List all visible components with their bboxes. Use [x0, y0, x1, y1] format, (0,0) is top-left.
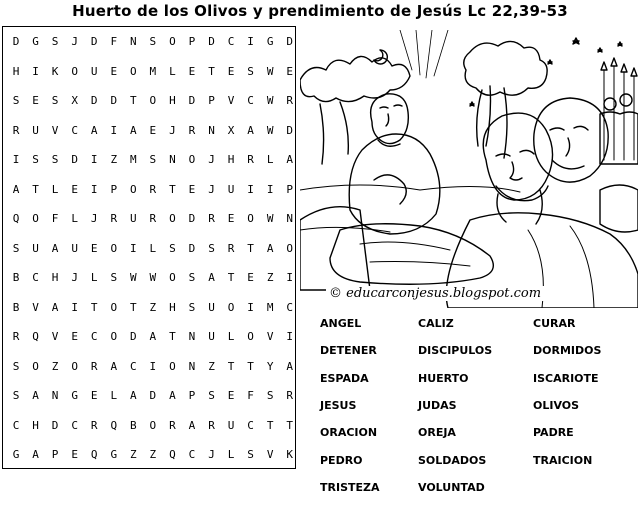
- grid-letter: A: [247, 123, 254, 137]
- grid-letter: C: [247, 418, 254, 432]
- grid-letter: Q: [110, 418, 118, 432]
- grid-letter: D: [90, 94, 98, 107]
- grid-letter: G: [110, 448, 118, 461]
- grid-letter: N: [286, 212, 293, 225]
- grid-letter: H: [227, 153, 235, 166]
- grid-row: [3, 381, 295, 411]
- grid-letter: L: [227, 330, 235, 343]
- grid-letter: T: [129, 94, 137, 107]
- grid-letter: O: [129, 64, 137, 78]
- grid-letter: N: [129, 35, 137, 48]
- word-list-item: JUDAS: [418, 398, 457, 412]
- grid-letter: G: [12, 448, 20, 461]
- grid-letter: O: [149, 418, 157, 432]
- grid-letter: E: [71, 182, 78, 196]
- grid-letter: E: [71, 448, 78, 461]
- word-list-item: OREJA: [418, 426, 456, 440]
- grid-letter: W: [266, 212, 274, 225]
- grid-letter: V: [51, 123, 59, 137]
- grid-letter: C: [71, 123, 78, 137]
- word-list-item: DORMIDOS: [533, 344, 602, 358]
- grid-letter: P: [188, 35, 196, 48]
- word-list-item: JESUS: [320, 398, 357, 412]
- grid-row: [3, 27, 295, 57]
- grid-letter: B: [12, 300, 20, 314]
- grid-letter: S: [51, 35, 59, 48]
- grid-letter: G: [266, 35, 274, 48]
- grid-letter: N: [51, 389, 59, 402]
- grid-letter: P: [188, 389, 196, 402]
- grid-letter: S: [208, 389, 215, 402]
- grid-letter: O: [71, 64, 78, 78]
- grid-letter: D: [286, 35, 293, 48]
- grid-letter: D: [188, 212, 196, 225]
- grid-row: [3, 86, 295, 116]
- grid-letter: A: [266, 241, 274, 255]
- word-list-item: ORACION: [320, 426, 378, 440]
- grid-letter: R: [227, 241, 235, 255]
- grid-letter: O: [188, 153, 196, 166]
- word-list-item: TRAICION: [533, 453, 593, 467]
- word-list-item: CALIZ: [418, 317, 454, 330]
- grid-letter: V: [266, 448, 274, 461]
- grid-letter: S: [247, 64, 254, 78]
- grid-letter: F: [110, 35, 118, 48]
- grid-letter: D: [71, 153, 78, 166]
- copyright-credit: © educarconjesus.blogspot.com: [326, 286, 544, 301]
- grid-letter: E: [227, 64, 235, 78]
- grid-letter: L: [227, 448, 235, 461]
- grid-letter: O: [71, 359, 78, 373]
- grid-letter: I: [129, 241, 137, 255]
- grid-letter: T: [247, 359, 254, 373]
- grid-letter: A: [169, 389, 176, 402]
- grid-row: [3, 322, 295, 352]
- grid-letter: T: [247, 241, 254, 255]
- grid-letter: D: [188, 94, 196, 107]
- grid-row: [3, 263, 295, 293]
- grid-letter: T: [129, 300, 137, 314]
- grid-letter: O: [247, 330, 254, 343]
- grid-letter: A: [12, 182, 20, 196]
- grid-letter: C: [188, 448, 196, 461]
- grid-letter: O: [227, 300, 235, 314]
- grid-letter: U: [71, 241, 78, 255]
- grid-letter: D: [188, 241, 196, 255]
- grid-letter: A: [90, 123, 98, 137]
- grid-letter: T: [227, 359, 235, 373]
- grid-letter: S: [32, 153, 39, 166]
- grid-letter: O: [149, 94, 157, 107]
- grid-letter: S: [12, 359, 20, 373]
- grid-letter: E: [32, 94, 39, 107]
- grid-letter: W: [149, 271, 157, 284]
- grid-letter: A: [208, 271, 215, 284]
- grid-letter: C: [227, 35, 235, 48]
- grid-letter: U: [90, 64, 98, 78]
- gethsemane-illustration: [300, 30, 638, 308]
- grid-letter: S: [188, 271, 196, 284]
- word-list-item: ANGEL: [320, 317, 362, 330]
- grid-letter: S: [12, 389, 20, 402]
- grid-letter: O: [286, 241, 293, 255]
- grid-letter: O: [110, 330, 118, 343]
- grid-letter: Z: [149, 300, 157, 314]
- grid-letter: J: [71, 271, 78, 284]
- word-list-item: PADRE: [533, 426, 574, 440]
- grid-letter: C: [247, 94, 254, 107]
- grid-letter: P: [51, 448, 59, 461]
- grid-letter: G: [32, 35, 39, 48]
- grid-letter: L: [71, 212, 78, 225]
- grid-letter: T: [227, 271, 235, 284]
- grid-letter: R: [286, 389, 293, 402]
- grid-letter: R: [90, 418, 98, 432]
- grid-letter: E: [110, 64, 118, 78]
- grid-letter: S: [51, 94, 59, 107]
- grid-letter: S: [51, 153, 59, 166]
- grid-letter: T: [266, 418, 274, 432]
- grid-letter: U: [129, 212, 137, 225]
- grid-letter: J: [208, 182, 215, 196]
- grid-letter: A: [149, 330, 157, 343]
- grid-letter: X: [227, 123, 235, 137]
- grid-letter: S: [188, 300, 196, 314]
- grid-letter: T: [286, 418, 293, 432]
- grid-letter: Q: [32, 330, 39, 343]
- grid-letter: W: [266, 123, 274, 137]
- grid-letter: F: [51, 212, 59, 225]
- grid-letter: H: [169, 94, 176, 107]
- grid-letter: V: [266, 330, 274, 343]
- grid-letter: S: [247, 448, 254, 461]
- grid-letter: I: [110, 123, 118, 137]
- grid-letter: D: [110, 94, 118, 107]
- grid-letter: D: [286, 123, 293, 137]
- grid-letter: I: [71, 300, 78, 314]
- grid-letter: L: [266, 153, 274, 166]
- grid-letter: E: [188, 64, 196, 78]
- grid-letter: A: [286, 359, 293, 373]
- grid-letter: O: [169, 359, 176, 373]
- grid-letter: M: [266, 300, 274, 314]
- grid-letter: R: [12, 330, 20, 343]
- grid-letter: R: [110, 212, 118, 225]
- grid-letter: T: [90, 300, 98, 314]
- grid-letter: R: [208, 212, 215, 225]
- grid-letter: I: [90, 182, 98, 196]
- grid-letter: U: [208, 330, 215, 343]
- grid-letter: S: [149, 153, 157, 166]
- grid-row: [3, 57, 295, 87]
- grid-letter: A: [51, 300, 59, 314]
- grid-row: [3, 234, 295, 264]
- grid-letter: R: [169, 418, 176, 432]
- grid-letter: Q: [169, 448, 176, 461]
- grid-letter: D: [208, 35, 215, 48]
- word-list-item: VOLUNTAD: [418, 480, 485, 494]
- grid-letter: C: [90, 330, 98, 343]
- grid-letter: E: [149, 123, 157, 137]
- grid-letter: S: [110, 271, 118, 284]
- grid-letter: L: [149, 241, 157, 255]
- grid-letter: S: [149, 35, 157, 48]
- grid-row: [3, 293, 295, 323]
- grid-letter: N: [188, 330, 196, 343]
- grid-letter: R: [90, 359, 98, 373]
- word-list-item: ISCARIOTE: [533, 371, 599, 385]
- grid-letter: C: [286, 300, 293, 314]
- grid-letter: A: [286, 153, 293, 166]
- grid-letter: O: [129, 182, 137, 196]
- word-list-item: DISCIPULOS: [418, 344, 493, 358]
- grid-letter: O: [32, 212, 39, 225]
- grid-letter: G: [71, 389, 78, 402]
- grid-letter: I: [266, 182, 274, 196]
- grid-letter: R: [12, 123, 20, 137]
- grid-row: [3, 116, 295, 146]
- grid-letter: P: [110, 182, 118, 196]
- grid-letter: Z: [51, 359, 59, 373]
- grid-letter: B: [12, 271, 20, 284]
- grid-letter: E: [227, 212, 235, 225]
- grid-letter: P: [208, 94, 215, 107]
- grid-letter: T: [32, 182, 39, 196]
- grid-letter: I: [149, 359, 157, 373]
- grid-letter: O: [247, 212, 254, 225]
- grid-letter: O: [169, 35, 176, 48]
- grid-row: [3, 352, 295, 382]
- grid-letter: H: [32, 418, 39, 432]
- grid-letter: J: [208, 153, 215, 166]
- grid-row: [3, 440, 295, 470]
- grid-letter: W: [266, 64, 274, 78]
- grid-letter: E: [247, 271, 254, 284]
- grid-letter: K: [286, 448, 293, 461]
- grid-letter: I: [247, 182, 254, 196]
- grid-letter: U: [32, 241, 39, 255]
- grid-letter: N: [188, 359, 196, 373]
- grid-letter: F: [247, 389, 254, 402]
- grid-letter: V: [227, 94, 235, 107]
- grid-letter: D: [129, 330, 137, 343]
- word-list-item: TRISTEZA: [320, 480, 380, 494]
- grid-letter: C: [12, 418, 20, 432]
- grid-row: [3, 411, 295, 441]
- word-list-item: ESPADA: [320, 371, 369, 385]
- grid-letter: J: [90, 212, 98, 225]
- grid-letter: R: [149, 212, 157, 225]
- grid-letter: J: [169, 123, 176, 137]
- grid-letter: H: [51, 271, 59, 284]
- grid-letter: U: [208, 300, 215, 314]
- grid-letter: A: [32, 389, 39, 402]
- grid-letter: U: [227, 182, 235, 196]
- grid-letter: A: [129, 389, 137, 402]
- grid-letter: I: [247, 300, 254, 314]
- grid-letter: R: [188, 123, 196, 137]
- grid-row: [3, 175, 295, 205]
- grid-letter: O: [32, 359, 39, 373]
- grid-row: [3, 145, 295, 175]
- grid-letter: V: [32, 300, 39, 314]
- grid-letter: B: [129, 418, 137, 432]
- grid-letter: A: [110, 359, 118, 373]
- grid-letter: U: [227, 418, 235, 432]
- grid-letter: T: [169, 182, 176, 196]
- grid-letter: E: [71, 330, 78, 343]
- grid-letter: I: [286, 330, 293, 343]
- grid-row: [3, 204, 295, 234]
- grid-letter: Z: [110, 153, 118, 166]
- grid-letter: I: [286, 271, 293, 284]
- grid-letter: X: [71, 94, 78, 107]
- grid-letter: I: [247, 35, 254, 48]
- grid-letter: Q: [12, 212, 20, 225]
- grid-letter: C: [129, 359, 137, 373]
- word-list-item: OLIVOS: [533, 398, 580, 412]
- grid-letter: I: [12, 153, 20, 166]
- grid-letter: Z: [149, 448, 157, 461]
- word-list-item: HUERTO: [418, 371, 469, 385]
- grid-letter: S: [169, 241, 176, 255]
- grid-letter: O: [110, 300, 118, 314]
- grid-letter: S: [266, 389, 274, 402]
- grid-letter: O: [169, 212, 176, 225]
- grid-letter: R: [286, 94, 293, 107]
- grid-letter: T: [208, 64, 215, 78]
- grid-letter: D: [149, 389, 157, 402]
- grid-letter: A: [129, 123, 137, 137]
- grid-letter: Q: [90, 448, 98, 461]
- grid-letter: Z: [129, 448, 137, 461]
- grid-letter: E: [227, 389, 235, 402]
- grid-letter: J: [71, 35, 78, 48]
- grid-letter: D: [12, 35, 20, 48]
- grid-letter: E: [286, 64, 293, 78]
- grid-letter: C: [71, 418, 78, 432]
- grid-letter: K: [51, 64, 59, 78]
- grid-letter: Y: [266, 359, 274, 373]
- word-list-item: SOLDADOS: [418, 453, 487, 467]
- grid-letter: R: [208, 418, 215, 432]
- grid-letter: R: [149, 182, 157, 196]
- grid-letter: C: [32, 271, 39, 284]
- grid-letter: S: [208, 241, 215, 255]
- grid-letter: A: [51, 241, 59, 255]
- grid-letter: N: [208, 123, 215, 137]
- grid-letter: U: [32, 123, 39, 137]
- grid-letter: V: [51, 330, 59, 343]
- grid-letter: O: [110, 241, 118, 255]
- grid-letter: E: [188, 182, 196, 196]
- grid-letter: S: [12, 241, 20, 255]
- grid-letter: H: [12, 64, 20, 78]
- grid-letter: L: [110, 389, 118, 402]
- grid-letter: I: [32, 64, 39, 78]
- grid-letter: A: [188, 418, 196, 432]
- grid-letter: M: [129, 153, 137, 166]
- grid-letter: T: [169, 330, 176, 343]
- grid-letter: D: [90, 35, 98, 48]
- grid-letter: Z: [266, 271, 274, 284]
- word-list-item: PEDRO: [320, 453, 363, 467]
- grid-letter: L: [51, 182, 59, 196]
- word-search-grid: [2, 26, 296, 469]
- grid-letter: R: [247, 153, 254, 166]
- grid-letter: A: [32, 448, 39, 461]
- grid-letter: W: [129, 271, 137, 284]
- grid-letter: E: [90, 389, 98, 402]
- grid-letter: Z: [208, 359, 215, 373]
- grid-letter: I: [90, 153, 98, 166]
- grid-letter: P: [286, 182, 293, 196]
- grid-letter: H: [169, 300, 176, 314]
- grid-letter: O: [169, 271, 176, 284]
- word-list-item: CURAR: [533, 317, 576, 330]
- grid-letter: J: [208, 448, 215, 461]
- grid-letter: N: [169, 153, 176, 166]
- grid-letter: E: [90, 241, 98, 255]
- grid-letter: W: [266, 94, 274, 107]
- grid-letter: L: [90, 271, 98, 284]
- grid-letter: M: [149, 64, 157, 78]
- grid-letter: D: [51, 418, 59, 432]
- grid-letter: S: [12, 94, 20, 107]
- page-title: Huerto de los Olivos y prendimiento de Jesús Lc 22,39-53: [72, 2, 568, 20]
- word-list-item: DETENER: [320, 344, 377, 358]
- grid-letter: L: [169, 64, 176, 78]
